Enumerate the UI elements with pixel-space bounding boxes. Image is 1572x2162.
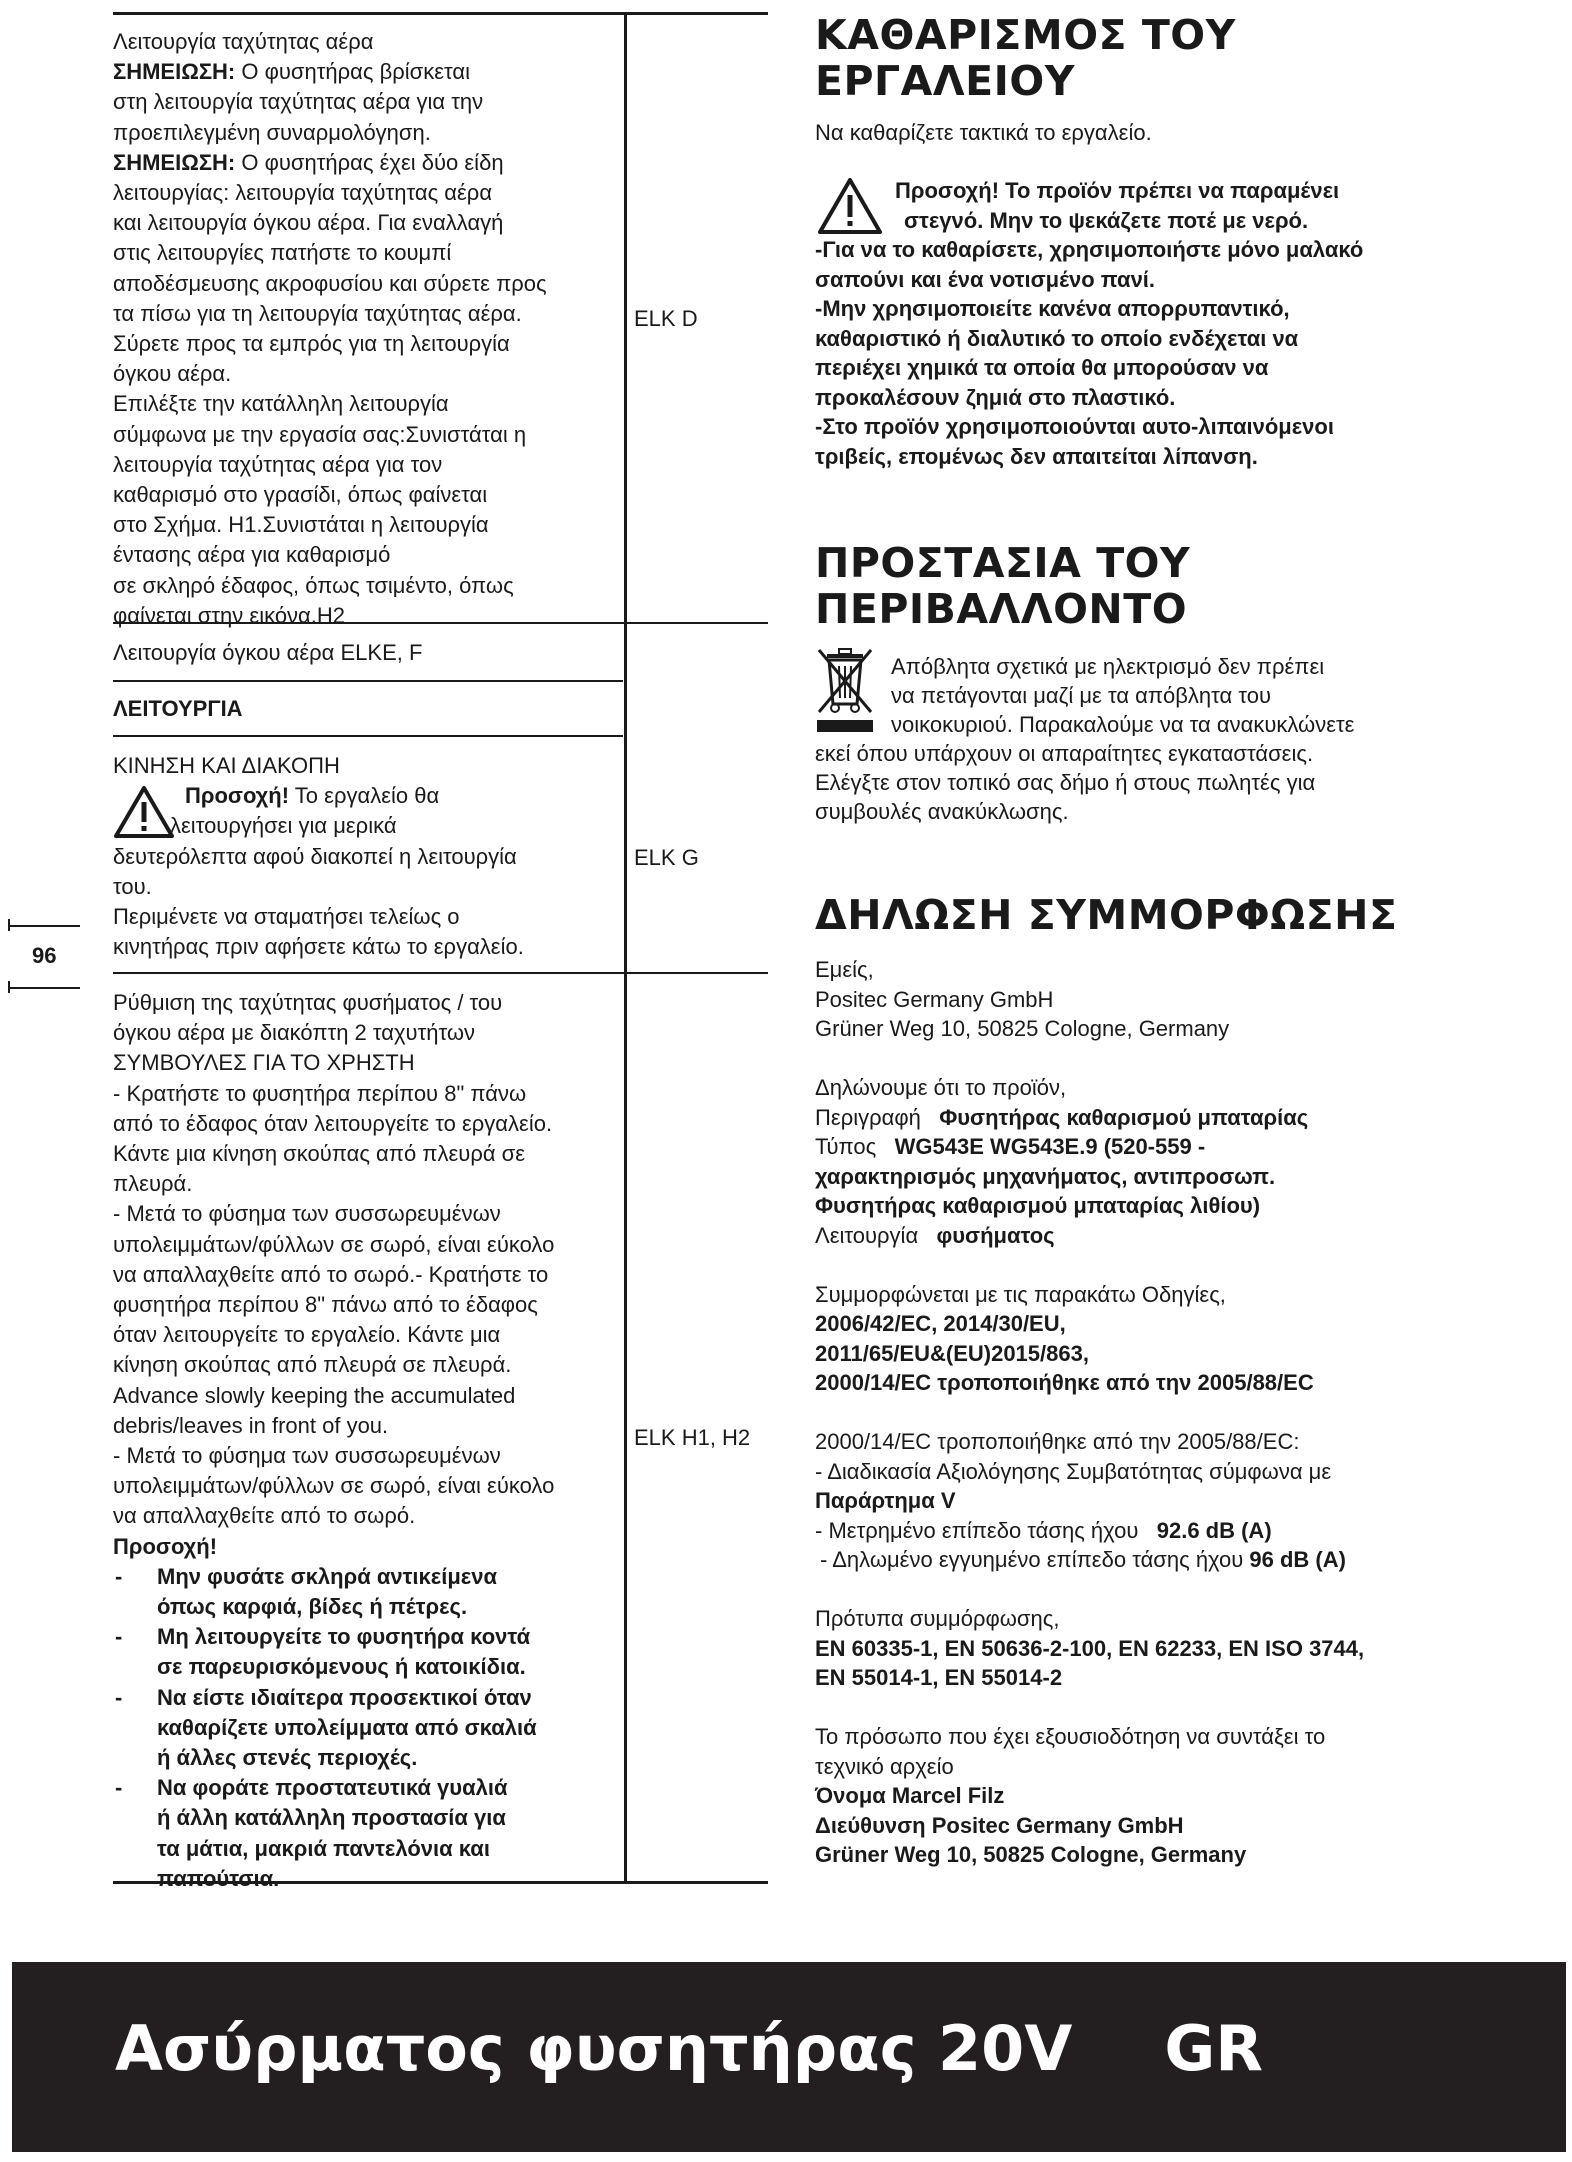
row5-line: όταν λειτουργείτε το εργαλείο. Κάντε μια [113,1322,501,1348]
row1-line: στο Σχήμα. H1.Συνιστάται η λειτουργία [113,512,489,538]
row5-line: υπολειμμάτων/φύλλων σε σωρό, είναι εύκολο [113,1231,555,1257]
guaranteed-label: - Δηλωμένο εγγυημένο επίπεδο τάσης ήχου [820,1547,1244,1572]
row5-line: να απαλλαχθείτε από το σωρό.- Κρατήστε το [113,1261,549,1287]
conformity-procedure: - Διαδικασία Αξιολόγησης Συμβατότητας σύμφωνα με [815,1458,1332,1484]
conformity-complies: Συμμορφώνεται με τις παρακάτω Οδηγίες, [815,1281,1226,1307]
cleaning-line: περιέχει χημικά τα οποία θα μπορούσαν να [815,355,1269,380]
guaranteed-sound-level [815,1545,1495,1575]
row5-line: Advance slowly keeping the accumulated [113,1382,516,1408]
row5-line: φυσητήρα περίπου 8" πάνω από το έδαφος [113,1292,538,1318]
row1-line: τα πίσω για τη λειτουργία ταχύτητας αέρα. [113,300,522,326]
page-marker-tick [8,919,10,931]
row4-line: δευτερόλεπτα αφού διακοπεί η λειτουργία [113,843,517,869]
table-top-rule [113,12,768,15]
warning-block [113,781,623,841]
caution-list [113,1562,623,1894]
caution-label: Προσοχή! [113,1533,218,1559]
standards-line: EN 55014-1, EN 55014-2 [815,1665,1063,1690]
row1-line: σε σκληρό έδαφος, όπως τσιμέντο, όπως [113,572,514,598]
row-divider [113,972,768,974]
cleaning-title [815,12,1236,104]
conformity-we: Εμείς, [815,957,874,982]
row5-line: - Μετά το φύσημα των συσσωρευμένων [113,1201,501,1227]
cleaning-line: -Μην χρησιμοποιείτε κανένα απορρυπαντικό, [815,296,1290,321]
row5-line: Ρύθμιση της ταχύτητας φυσήματος / του [113,990,503,1015]
environment-line: Απόβλητα σχετικά με ηλεκτρισμό δεν πρέπει [891,654,1325,679]
desc-label: Περιγραφή [815,1104,921,1130]
caution-item-line: ή άλλες στενές περιοχές. [157,1745,418,1771]
table-column-divider [624,12,627,1882]
environment-title-line: ΠΡΟΣΤΑΣΙΑ ΤΟΥ [815,539,1191,587]
cleaning-warning-line: Προσοχή! Το προϊόν πρέπει να παραμένει [895,178,1340,203]
note-text: Ο φυσητήρας βρίσκεται [235,59,471,85]
spacer [815,1250,1495,1280]
row1-line: λειτουργία ταχύτητας αέρα για τον [113,451,443,477]
environment-title [815,540,1190,632]
row5-line: debris/leaves in front of you. [113,1412,389,1438]
start-stop-subheading: ΚΙΝΗΣΗ ΚΑΙ ΔΙΑΚΟΠΗ [113,753,340,778]
caution-item [113,1622,623,1682]
row1-line: στις λειτουργίες πατήστε το κουμπί [113,240,452,266]
caution-item-line: παπούτσια. [157,1865,280,1891]
row4-line: κινητήρας πριν αφήσετε κάτω το εργαλείο. [113,934,524,960]
row5-line: υπολειμμάτων/φύλλων σε σωρό, είναι εύκολο [113,1473,555,1499]
row4-line: Περιμένετε να σταματήσει τελείως ο [113,904,460,930]
page-marker-tick [8,981,10,993]
cleaning-warning-line: στεγνό. Μην το ψεκάζετε ποτέ με νερό. [904,207,1309,233]
conformity-annex: Παράρτημα V [815,1488,956,1513]
warning-triangle-icon [113,785,175,839]
row1-line: Σύρετε προς τα εμπρός για τη λειτουργία [113,331,510,357]
directive-line: 2006/42/EC, 2014/30/EU, [815,1311,1066,1336]
authorized-address: Διεύθυνση Positec Germany GmbH [815,1812,1184,1838]
desc-value: Φυσητήρας καθαρισμού μπαταρίας [939,1104,1309,1130]
directive-line: 2000/14/EC τροποποιήθηκε από την 2005/88/EC [815,1370,1314,1395]
row-speed-settings [113,988,623,1894]
spacer [815,1693,1495,1723]
caution-item-line: όπως καρφιά, βίδες ή πέτρες. [157,1594,468,1620]
environment-line: να πετάγονται μαζί με τα απόβλητα του [891,683,1272,708]
caution-item-line: σε παρευρισκόμενους ή κατοικίδια. [157,1654,526,1680]
row5-line: ΣΥΜΒΟΥΛΕΣ ΓΙΑ ΤΟ ΧΡΗΣΤΗ [113,1050,415,1076]
row1-line: φαίνεται στην εικόνα.H2 [113,602,346,628]
cleaning-line: σαπούνι και ένα νοτισμένο πανί. [815,266,1156,292]
row1-line: προεπιλεγμένη συναρμολόγηση. [113,119,431,145]
caution-item-line: Να φοράτε προστατευτικά γυαλιά [157,1775,508,1801]
warning-label: Προσοχή! [185,783,290,809]
cleaning-line: τριβείς, επομένως δεν απαιτείται λίπανση. [815,443,1258,469]
cleaning-line: προκαλέσουν ζημιά στο πλαστικό. [815,384,1176,410]
row5-line: να απαλλαχθείτε από το σωρό. [113,1503,416,1529]
row1-line: σύμφωνα με την εργασία σας:Συνιστάται η [113,421,527,447]
row1-line: καθαρισμό στο γρασίδι, όπως φαίνεται [113,482,488,508]
warning-line [113,781,623,811]
cleaning-intro: Να καθαρίζετε τακτικά το εργαλείο. [815,120,1152,145]
row1-line: λειτουργίας: λειτουργία ταχύτητας αέρα [113,180,493,206]
conformity-type-line: Φυσητήρας καθαρισμού μπαταρίας λιθίου) [815,1193,1261,1218]
spacer [815,1398,1495,1428]
product-title: Ασύρματος φυσητήρας 20V [115,2012,1073,2085]
conformity-description [815,1103,1495,1133]
warning-text: Το εργαλείο θα [289,783,440,809]
conformity-function [815,1221,1495,1251]
row1-line: και λειτουργία όγκου αέρα. Για εναλλαγή [113,210,504,236]
footer-bar [12,1962,1566,2152]
row-start-stop [113,751,623,962]
conformity-company: Positec Germany GmbH [815,986,1054,1012]
function-value: φυσήματος [936,1222,1055,1248]
cleaning-line: καθαριστικό ή διαλυτικό το οποίο ενδέχεται να [815,325,1299,351]
environment-line: εκεί όπου υπάρχουν οι απαραίτητες εγκαταστάσεις. [815,741,1314,766]
row-air-volume-mode: Λειτουργία όγκου αέρα ELKE, F [113,640,423,665]
type-value: WG543E WG543E.9 (520-559 - [894,1134,1206,1159]
row5-line: από το έδαφος όταν λειτουργείτε το εργαλείο. [113,1110,553,1136]
row1-line: στη λειτουργία ταχύτητας αέρα για την [113,89,484,115]
authorized-address: Grüner Weg 10, 50825 Cologne, Germany [815,1842,1247,1867]
measured-label: - Μετρημένο επίπεδο τάσης ήχου [815,1517,1139,1543]
cleaning-title-line: ΕΡΓΑΛΕΙΟΥ [815,57,1075,105]
cleaning-warning [815,176,1495,471]
environment-line: νοικοκυριού. Παρακαλούμε να τα ανακυκλώνετε [891,712,1355,737]
note-text: Ο φυσητήρας έχει δύο είδη [235,149,504,175]
caution-item [113,1562,623,1622]
operation-heading: ΛΕΙΤΟΥΡΓΙΑ [113,696,243,721]
conformity-type [815,1132,1495,1162]
row5-line: - Μετά το φύσημα των συσσωρευμένων [113,1443,501,1469]
row-divider [113,680,623,682]
authorized-name: Όνομα Marcel Filz [815,1783,1005,1808]
row-divider [113,735,623,737]
conformity-address: Grüner Weg 10, 50825 Cologne, Germany [815,1016,1230,1041]
cleaning-line: -Στο προϊόν χρησιμοποιούνται αυτο-λιπαινόμενοι [815,414,1334,439]
caution-item-line: Μην φυσάτε σκληρά αντικείμενα [157,1563,498,1589]
conformity-type-line: χαρακτηρισμός μηχανήματος, αντιπροσωπ. [815,1163,1276,1189]
note-label: ΣΗΜΕΙΩΣΗ: [113,59,236,85]
row5-line: κίνηση σκούπας από πλευρά σε πλευρά. [113,1352,512,1378]
caution-item-line: Μη λειτουργείτε το φυσητήρα κοντά [157,1624,531,1650]
standards-line: EN 60335-1, EN 50636-2-100, EN 62233, EN ISO 3744, [815,1635,1365,1661]
measured-sound-level [815,1516,1495,1546]
caution-item-line: Να είστε ιδιαίτερα προσεκτικοί όταν [157,1684,532,1710]
conformity-block [815,955,1495,1870]
row1-line: αποδέσμευσης ακροφυσίου και σύρετε προς [113,270,547,296]
authorized-line: Το πρόσωπο που έχει εξουσιοδότηση να συντάξει το [815,1724,1326,1749]
row1-line [113,148,623,178]
row1-line: έντασης αέρα για καθαρισμό [113,542,391,568]
caution-item-line: καθαρίζετε υπολείμματα από σκαλιά [157,1714,537,1740]
cleaning-line: -Για να το καθαρίσετε, χρησιμοποιήστε μόνο μαλακό [815,237,1364,262]
function-label: Λειτουργία [815,1222,919,1248]
row4-line: του. [113,873,152,899]
row5-line: πλευρά. [113,1171,193,1197]
note-label: ΣΗΜΕΙΩΣΗ: [113,149,236,175]
measured-value: 92.6 dB (A) [1156,1517,1272,1543]
environment-text [815,652,1495,826]
standards-label: Πρότυπα συμμόρφωσης, [815,1606,1060,1631]
row-air-speed-mode [113,27,623,631]
spacer [815,1575,1495,1605]
row5-line: - Κρατήστε το φυσητήρα περίπου 8" πάνω [113,1080,527,1106]
row5-line: Κάντε μια κίνηση σκούπας από πλευρά σε [113,1141,526,1167]
environment-title-line: ΠΕΡΙΒΑΛΛΟΝΤΟ [815,585,1188,633]
environment-line: Ελέγξτε στον τοπικό σας δήμο ή στους πωλητές για [815,770,1316,795]
environment-line: συμβουλές ανακύκλωσης. [815,799,1069,824]
caution-item [113,1683,623,1774]
page-number: 96 [32,943,57,968]
conformity-amended: 2000/14/EC τροποποιήθηκε από την 2005/88/EC: [815,1429,1300,1454]
caution-item-line: ή άλλη κατάλληλη προστασία για [157,1805,506,1831]
spacer [815,1044,1495,1074]
footer-title [115,2012,1263,2085]
row1-line: όγκου αέρα. [113,361,232,387]
conformity-title: ΔΗΛΩΣΗ ΣΥΜΜΟΡΦΩΣΗΣ [815,891,1398,939]
caution-item [113,1773,623,1894]
caution-item-line: τα μάτια, μακριά παντελόνια και [157,1835,490,1861]
authorized-line: τεχνικό αρχείο [815,1753,954,1779]
row5-line: όγκου αέρα με διακόπτη 2 ταχυτήτων [113,1020,476,1046]
row1-line: Λειτουργία ταχύτητας αέρα [113,29,374,54]
row1-line: Επιλέξτε την κατάλληλη λειτουργία [113,391,449,417]
type-label: Τύπος [815,1134,877,1159]
page-marker-rule [8,987,80,989]
guaranteed-value: 96 dB (A) [1249,1547,1346,1572]
cleaning-title-line: ΚΑΘΑΡΙΣΜΟΣ ΤΟΥ [815,11,1236,59]
figure-ref-d: ELK D [634,306,698,331]
warning-line: λειτουργήσει για μερικά [170,813,397,839]
figure-ref-h: ELK H1, H2 [634,1425,751,1450]
directive-line: 2011/65/EU&(EU)2015/863, [815,1340,1089,1366]
figure-ref-g: ELK G [634,845,699,870]
row1-line [113,57,623,87]
language-code: GR [1164,2012,1263,2085]
conformity-declare: Δηλώνουμε ότι το προϊόν, [815,1075,1067,1100]
page-marker-rule [8,925,80,927]
